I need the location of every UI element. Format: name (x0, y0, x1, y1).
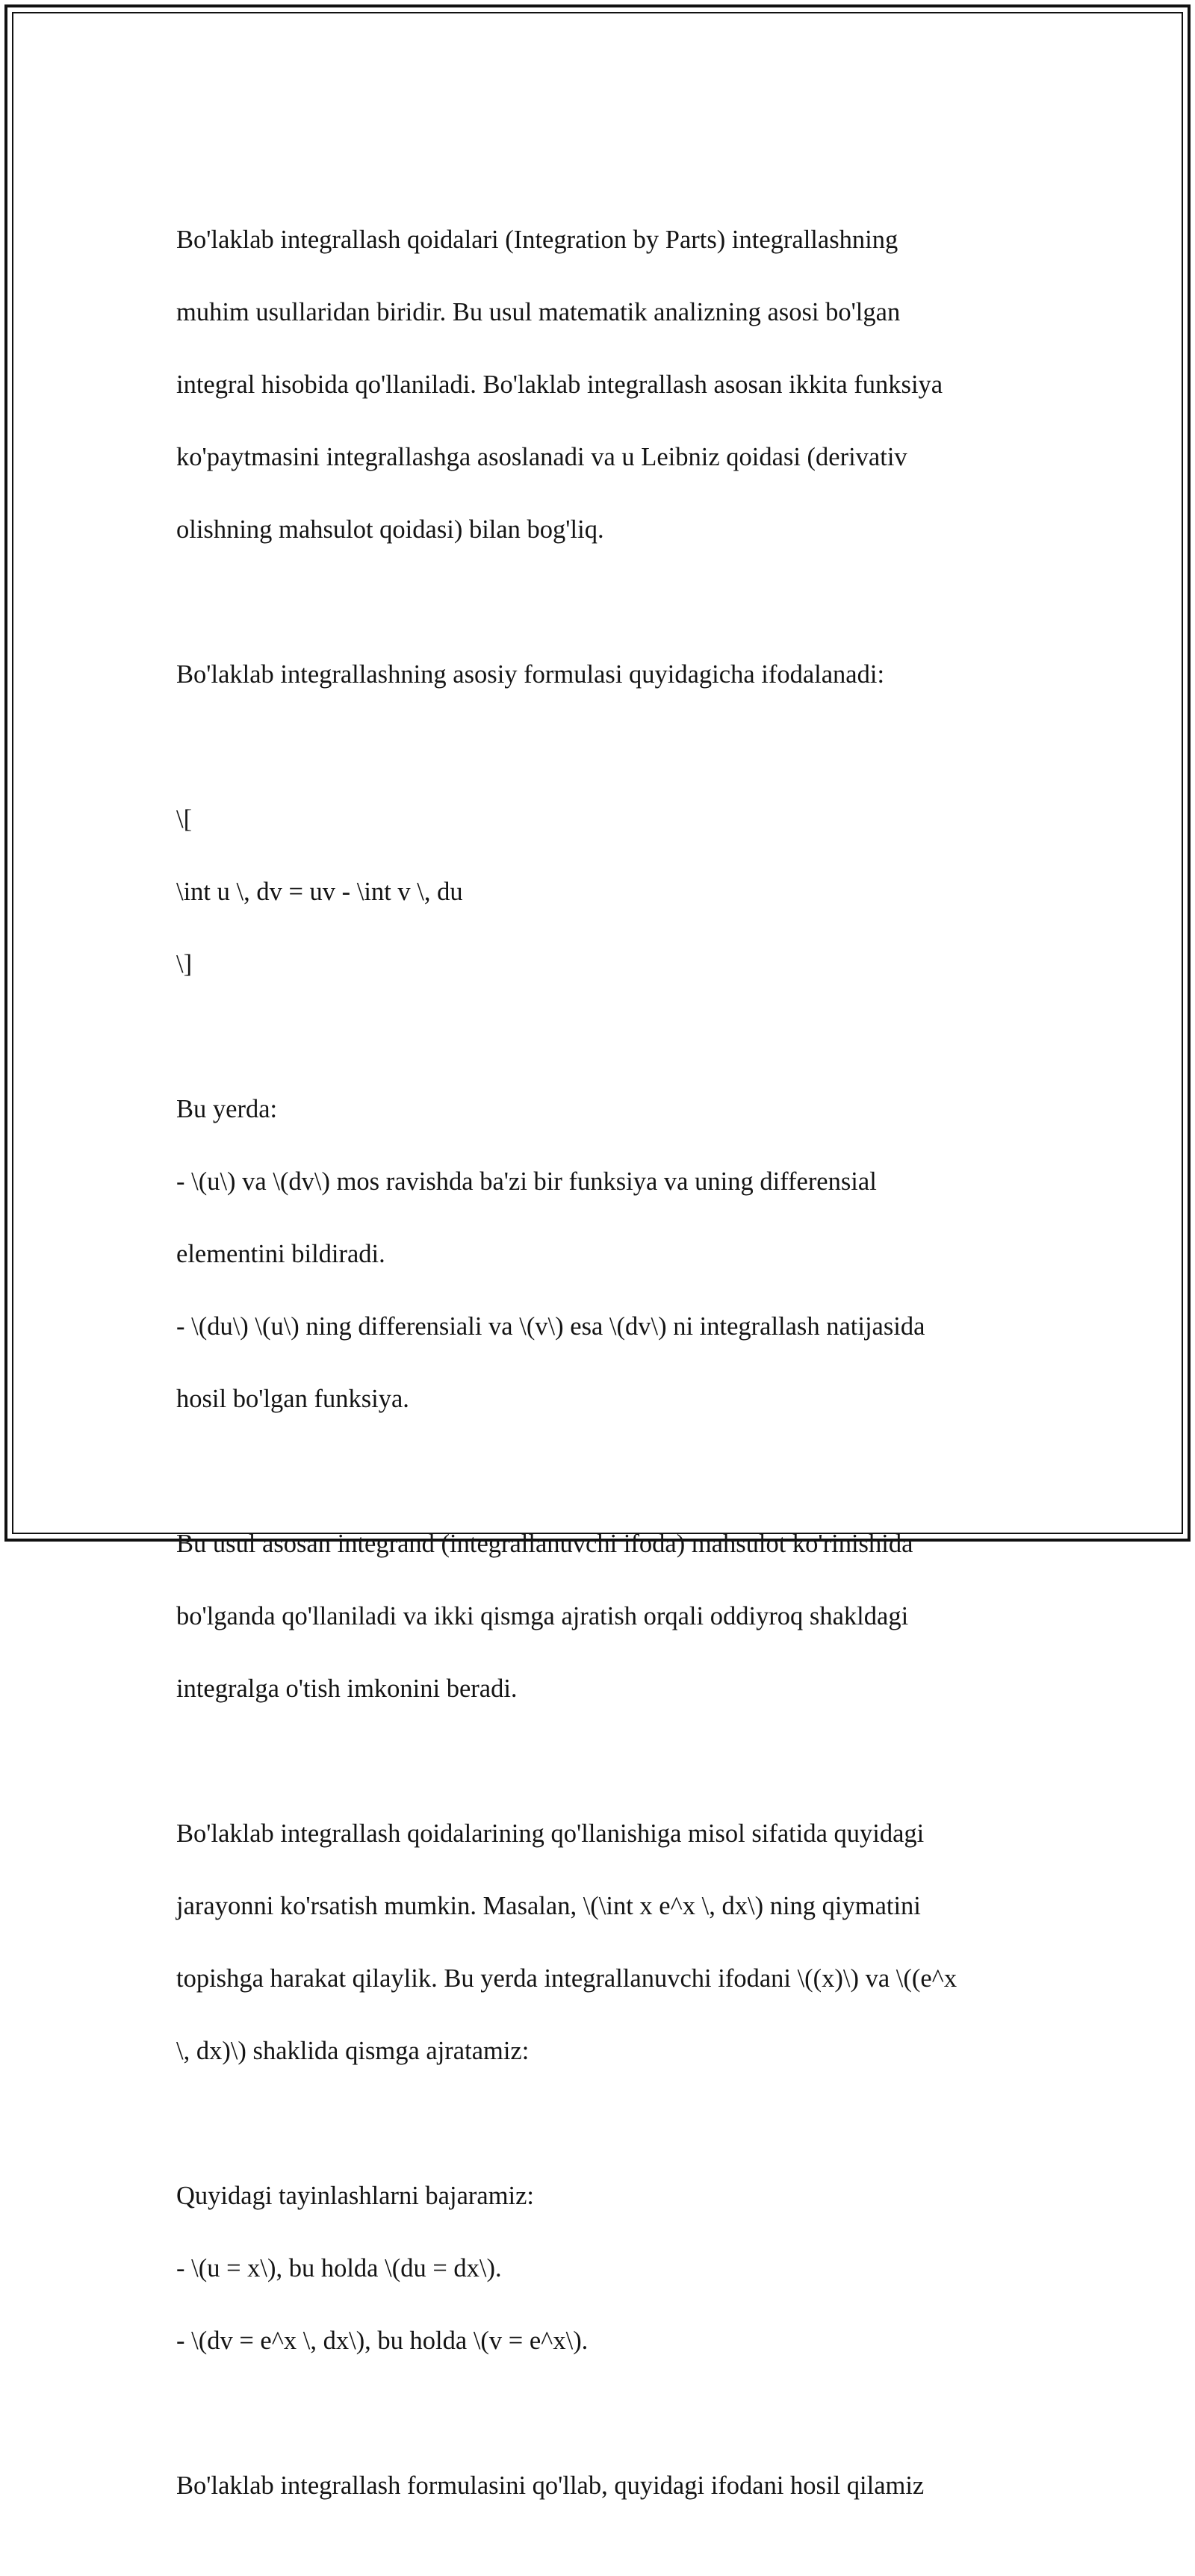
text-line: - \(dv = e^x \, dx\), bu holda \(v = e^x\). (176, 2326, 589, 2355)
text-line: hosil bo'lgan funksiya. (176, 1384, 409, 1413)
text-line: Bo'laklab integrallash qoidalarining qo'llanishiga misol sifatida quyidagi (176, 1819, 925, 1848)
text-line: jarayonni ko'rsatish mumkin. Masalan, \(\int x e^x \, dx\) ning qiymatini (176, 1891, 921, 1920)
formula-body: \int u \, dv = uv - \int v \, du (176, 877, 463, 906)
text-line: ko'paytmasini integrallashga asoslanadi va u Leibniz qoidasi (derivativ (176, 442, 907, 471)
document-body (176, 185, 1028, 2576)
text-line: Quyidagi tayinlashlarni bajaramiz: (176, 2181, 535, 2210)
text-line: Bo'laklab integrallashning asosiy formulasi quyidagicha ifodalanadi: (176, 659, 885, 689)
formula-open: \[ (176, 804, 193, 834)
paragraph-example (176, 1779, 1028, 2105)
formula-block (176, 765, 1028, 1019)
paragraph-usage (176, 1489, 1028, 1743)
text-line: olishning mahsulot qoidasi) bilan bog'liq. (176, 515, 604, 544)
text-line: topishga harakat qilaylik. Bu yerda integrallanuvchi ifodani \((x)\) va \((e^x (176, 1964, 957, 1993)
paragraph-conclusion (176, 2431, 1028, 2540)
paragraph-assignments (176, 2141, 1028, 2395)
text-line: muhim usullaridan biridir. Bu usul matematik analizning asosi bo'lgan (176, 297, 901, 326)
text-line: - \(u = x\), bu holda \(du = dx\). (176, 2253, 502, 2282)
text-line: Bo'laklab integrallash qoidalari (Integration by Parts) integrallashning (176, 225, 898, 254)
text-line: elementini bildiradi. (176, 1239, 385, 1268)
formula-close: \] (176, 949, 193, 978)
text-line: Bu usul asosan integrand (integrallanuvchi ifoda) mahsulot ko'rinishida (176, 1529, 913, 1558)
text-line: - \(u\) va \(dv\) mos ravishda ba'zi bir funksiya va uning differensial (176, 1167, 877, 1196)
text-line: integralga o'tish imkonini beradi. (176, 1674, 518, 1703)
text-line: Bo'laklab integrallash formulasini qo'llab, quyidagi ifodani hosil qilamiz (176, 2471, 925, 2500)
text-line: - \(du\) \(u\) ning differensiali va \(v\) esa \(dv\) ni integrallash natijasida (176, 1312, 925, 1341)
paragraph-intro (176, 185, 1028, 584)
text-line: Bu yerda: (176, 1094, 278, 1123)
text-line: integral hisobida qo'llaniladi. Bo'laklab integrallash asosan ikkita funksiya (176, 370, 943, 399)
text-line: bo'lganda qo'llaniladi va ikki qismga ajratish orqali oddiyroq shakldagi (176, 1601, 909, 1630)
text-line: \, dx)\) shaklida qismga ajratamiz: (176, 2036, 530, 2065)
paragraph-definitions (176, 1055, 1028, 1453)
paragraph-formula-intro (176, 620, 1028, 729)
